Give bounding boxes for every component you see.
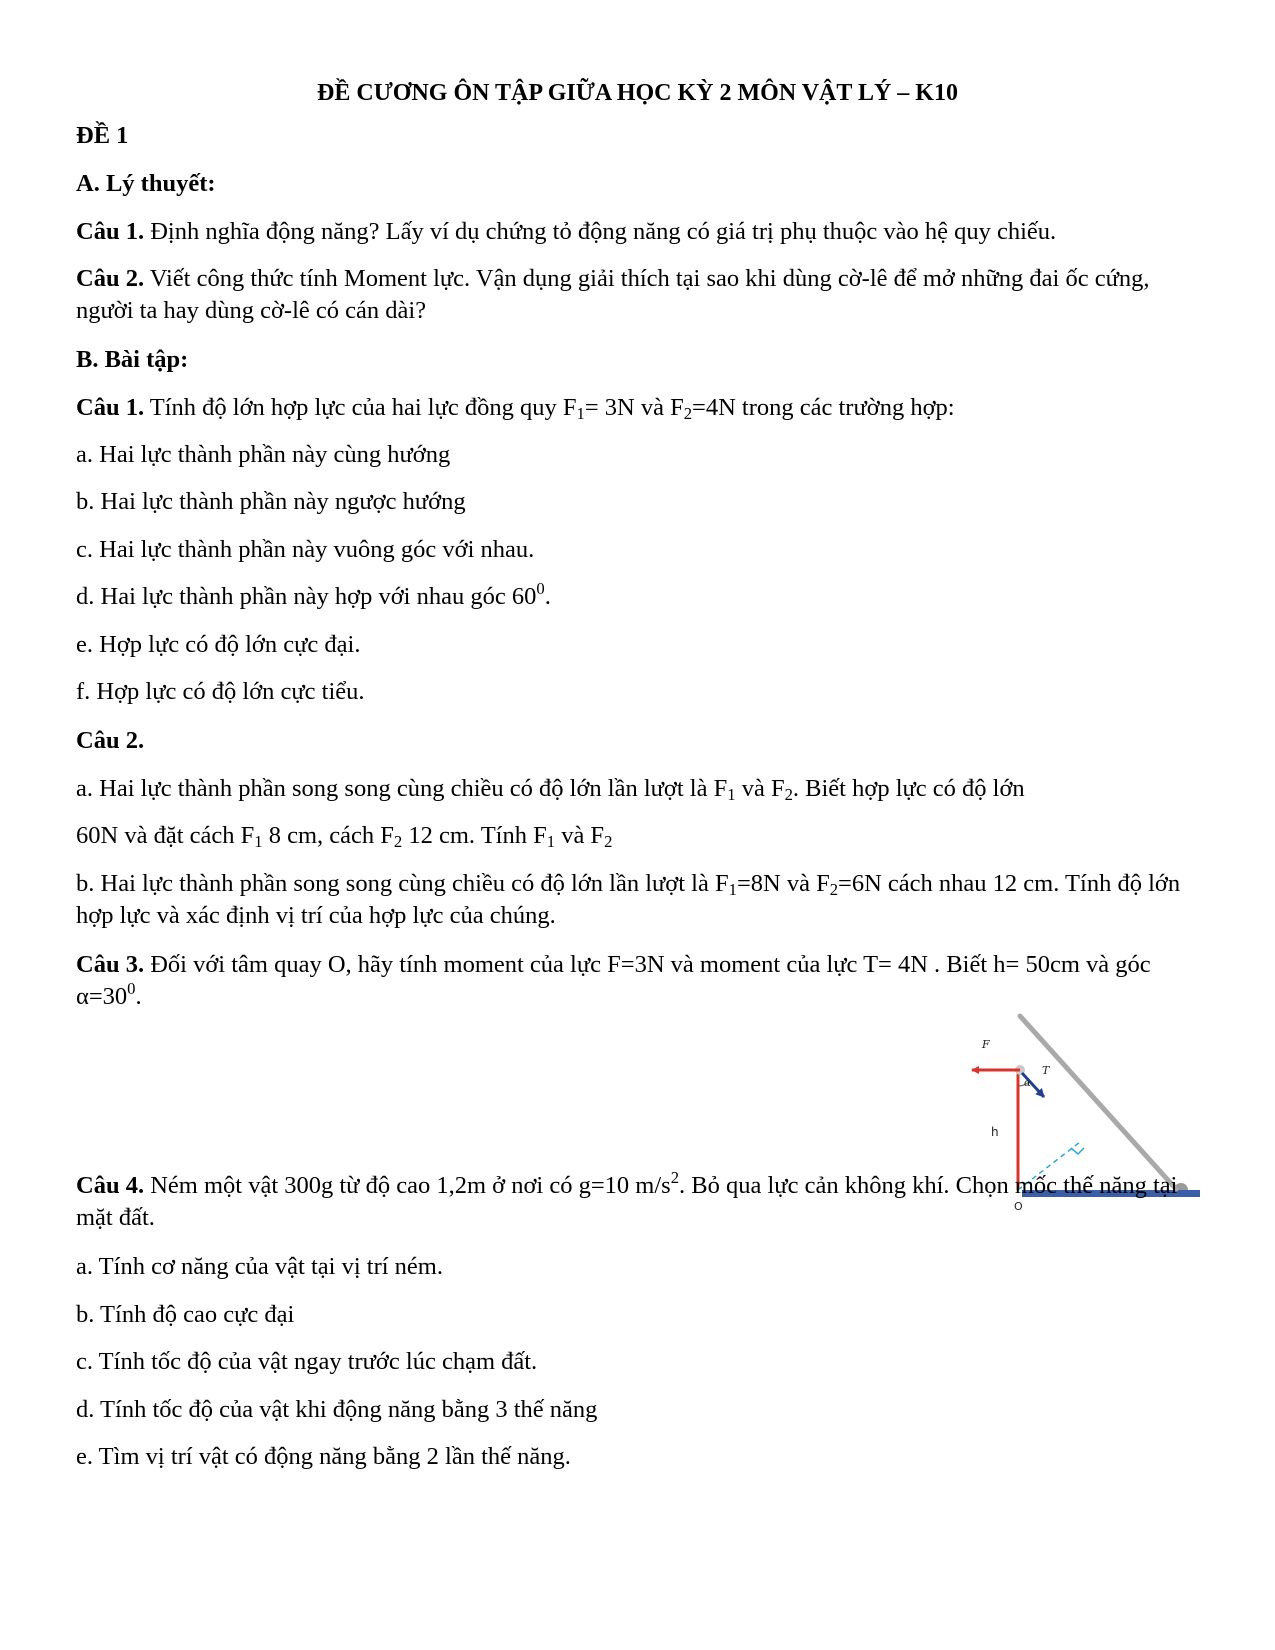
theory-question-2: Câu 2. Viết công thức tính Moment lực. Vận dụng giải thích tại sao khi dùng cờ-lê để mở những đai ốc cứng, người ta hay dùng cờ-lê có cán dài?	[76, 265, 1150, 325]
right-angle-mark	[1071, 1148, 1084, 1154]
exercise-1-item-a: a. Hai lực thành phần này cùng hướng	[76, 441, 451, 468]
exercise-4-item-a: a. Tính cơ năng của vật tại vị trí ném.	[76, 1253, 443, 1280]
page-title: ĐỀ CƯƠNG ÔN TẬP GIỮA HỌC KỲ 2 MÔN VẬT LÝ – K10	[317, 80, 958, 106]
label-h: h	[991, 1125, 999, 1139]
label-f: F	[982, 1038, 990, 1051]
exercise-2-item-a-line2: 60N và đặt cách $F_1$ 8 cm, cách $F_2$ 12 cm. Tính $F_1$ và $F_2$	[76, 822, 613, 852]
exercise-1-item-c: c. Hai lực thành phần này vuông góc với nhau.	[76, 536, 535, 563]
theory-question-1: Câu 1. Định nghĩa động năng? Lấy ví dụ chứng tỏ động năng có giá trị phụ thuộc vào hệ quy chiếu.	[76, 218, 1057, 245]
exercise-2-item-b: b. Hai lực thành phần song song cùng chiều có độ lớn lần lượt là $F_1=8N$ và $F_2=6N$ cách nhau 12 cm. Tính độ lớn hợp lực và xác định vị trí của hợp lực của chúng.	[76, 870, 1181, 930]
exercise-1-statement: Câu 1. Tính độ lớn hợp lực của hai lực đồng quy $F_1= 3N$ và $F_2=4N$ trong các trường hợp:	[76, 394, 955, 424]
exercise-4-item-d: d. Tính tốc độ của vật khi động năng bằng 3 thế năng	[76, 1396, 598, 1423]
label-alpha: α	[1024, 1078, 1031, 1089]
exercise-4-item-e: e. Tìm vị trí vật có động năng bằng 2 lần thế năng.	[76, 1443, 571, 1470]
exercise-2-item-a-line1: a. Hai lực thành phần song song cùng chiều có độ lớn lần lượt là $F_1$ và $F_2$. Biết hợp lực có độ lớn	[76, 775, 1025, 805]
exercise-4-item-b: b. Tính độ cao cực đại	[76, 1301, 295, 1328]
exercise-4-statement: Câu 4. Ném một vật 300g từ độ cao 1,2m ở nơi có g=10 $m/s^2$. Bỏ qua lực cản không khí. Chọn mốc thế năng tại mặt đất.	[76, 1168, 1178, 1232]
section-b-heading: B. Bài tập:	[76, 346, 189, 373]
slanted-rod	[1020, 1016, 1176, 1189]
exercise-2-heading: Câu 2.	[76, 727, 145, 754]
label-t: T	[1042, 1064, 1050, 1077]
label-o: O	[1014, 1200, 1023, 1213]
exercise-4-item-c: c. Tính tốc độ của vật ngay trước lúc chạm đất.	[76, 1348, 538, 1375]
exercise-1-item-e: e. Hợp lực có độ lớn cực đại.	[76, 631, 361, 658]
exercise-3-statement: Câu 3. Đối với tâm quay O, hãy tính moment của lực F=3N và moment của lực T= 4N . Biết h= 50cm và góc $\alpha=30^0$.	[76, 951, 1151, 1011]
exam-number: ĐỀ 1	[76, 122, 129, 149]
exercise-1-item-b: b. Hai lực thành phần này ngược hướng	[76, 488, 466, 515]
section-a-heading: A. Lý thuyết:	[76, 170, 216, 197]
exercise-1-item-f: f. Hợp lực có độ lớn cực tiểu.	[76, 678, 365, 705]
exercise-1-item-d: d. Hai lực thành phần này hợp với nhau góc $60^0$.	[76, 579, 551, 610]
